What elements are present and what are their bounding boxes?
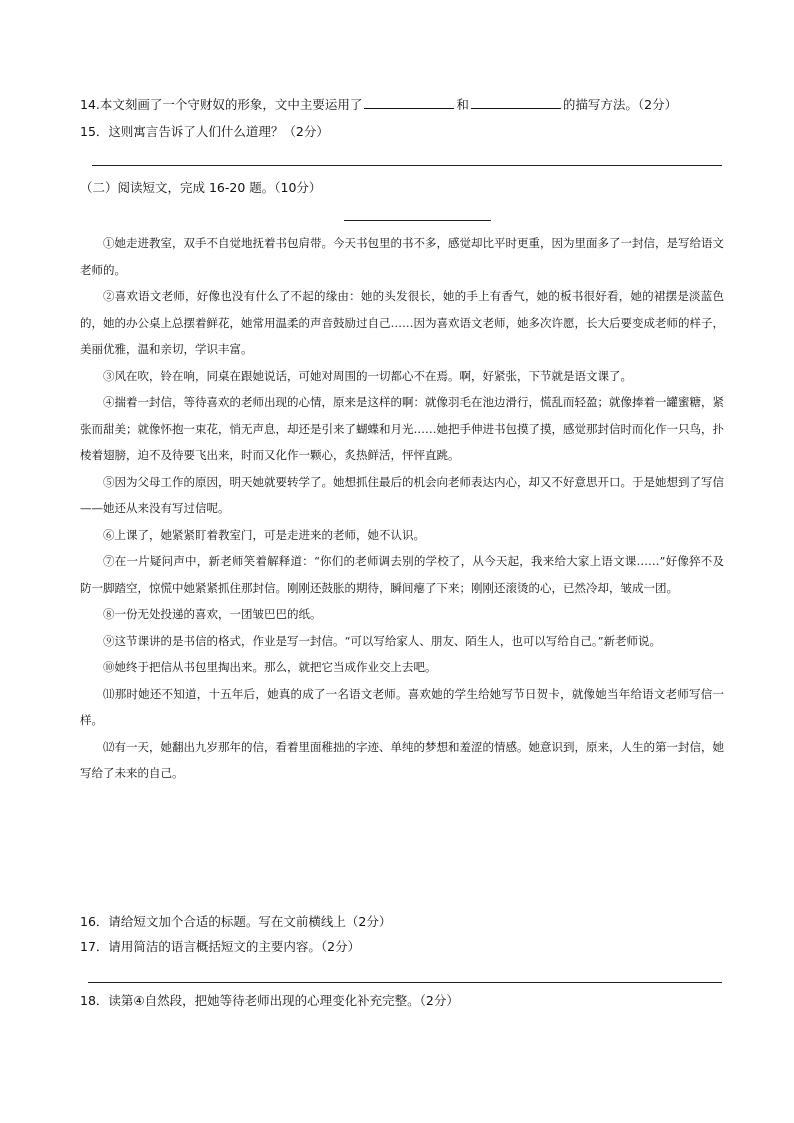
- paragraph-3: ③风在吹，铃在响，同桌在跟她说话，可她对周围的一切都心不在焉。啊，好紧张，下节就是语文课了。: [103, 368, 632, 383]
- paragraph-1: ①她走进教室，双手不自觉地抚着书包肩带。今天书包里的书不多，感觉却比平时更重，因为里面多了一封信，是写给语文老师的。: [80, 236, 724, 277]
- question-17: 17．请用简洁的语言概括短文的主要内容。（2分）: [80, 939, 361, 954]
- question-14-text-middle: 和: [456, 97, 469, 112]
- reading-passage: [80, 230, 724, 787]
- paragraph-6: ⑥上课了，她紧紧盯着教室门，可是走进来的老师，她不认识。: [103, 527, 425, 542]
- question-18: 18．读第④自然段，把她等待老师出现的心理变化补充完整。（2分）: [80, 993, 459, 1008]
- question-14: [80, 96, 677, 114]
- title-blank-line[interactable]: [344, 220, 491, 221]
- paragraph-5: ⑤因为父母工作的原因，明天她就要转学了。她想抓住最后的机会向老师表达内心，却又不好意思开口。于是她想到了写信——她还从来没有写过信呢。: [80, 474, 724, 515]
- question-15: 15．这则寓言告诉了人们什么道理？（2分）: [80, 124, 329, 139]
- paragraph-2: ②喜欢语文老师，好像也没有什么了不起的缘由：她的头发很长，她的手上有香气，她的板书很好看，她的裙摆是淡蓝色的，她的办公桌上总摆着鲜花，她常用温柔的声音鼓励过自己……因为喜欢语文老师，她多次许愿，长大后要变成老师的样子，美丽优雅，温和亲切，学识丰富。: [80, 289, 724, 356]
- section-header: （二）阅读短文，完成 16-20 题。（10分）: [80, 180, 322, 195]
- question-16: 16．请给短文加个合适的标题。写在文前横线上（2分）: [80, 914, 392, 929]
- question-14-text-start: 14.本文刻画了一个守财奴的形象，文中主要运用了: [80, 97, 363, 112]
- answer-blank-1[interactable]: [364, 96, 454, 109]
- paragraph-10: ⑩她终于把信从书包里掏出来。那么，就把它当成作业交上去吧。: [103, 660, 437, 674]
- question-14-text-end: 的描写方法。（2分）: [562, 97, 678, 112]
- paragraph-7: ⑦在一片疑问声中，新老师笑着解释道：“你们的老师调去别的学校了，从今天起，我来给大家上语文课……”好像猝不及防一脚踏空，惊慌中她紧紧抓住那封信。刚刚还鼓胀的期待，瞬间瘪了下来；刚刚还滚烫的心，已然冷却，皱成一团。: [80, 554, 724, 595]
- paragraph-9: ⑨这节课讲的是书信的格式，作业是写一封信。“可以写给家人、朋友、陌生人，也可以写给自己。”新老师说。: [103, 633, 662, 648]
- paragraph-12: ⑿有一天，她翻出九岁那年的信，看着里面稚拙的字迹、单纯的梦想和羞涩的情感。她意识到，原来，人生的第一封信，她写给了未来的自己。: [80, 739, 724, 780]
- paragraph-11: ⑾那时她还不知道，十五年后，她真的成了一名语文老师。喜欢她的学生给她写节日贺卡，就像她当年给语文老师写信一样。: [80, 686, 724, 727]
- answer-line-17[interactable]: [88, 982, 722, 983]
- answer-line-15[interactable]: [92, 165, 722, 166]
- answer-blank-2[interactable]: [471, 96, 561, 109]
- paragraph-8: ⑧一份无处投递的喜欢，一团皱巴巴的纸。: [103, 607, 322, 621]
- paragraph-4: ④揣着一封信，等待喜欢的老师出现的心情，原来是这样的啊：就像羽毛在池边滑行，慌乱而轻盈；就像捧着一罐蜜糖，紧张而甜美；就像怀抱一束花，悄无声息，却还是引来了蝴蝶和月光……她把手伸进书包摸了摸，感觉那封信时而化作一只鸟，扑棱着翅膀，迫不及待要飞出来，时而又化作一颗心，炙热鲜活，怦怦直跳。: [80, 395, 724, 462]
